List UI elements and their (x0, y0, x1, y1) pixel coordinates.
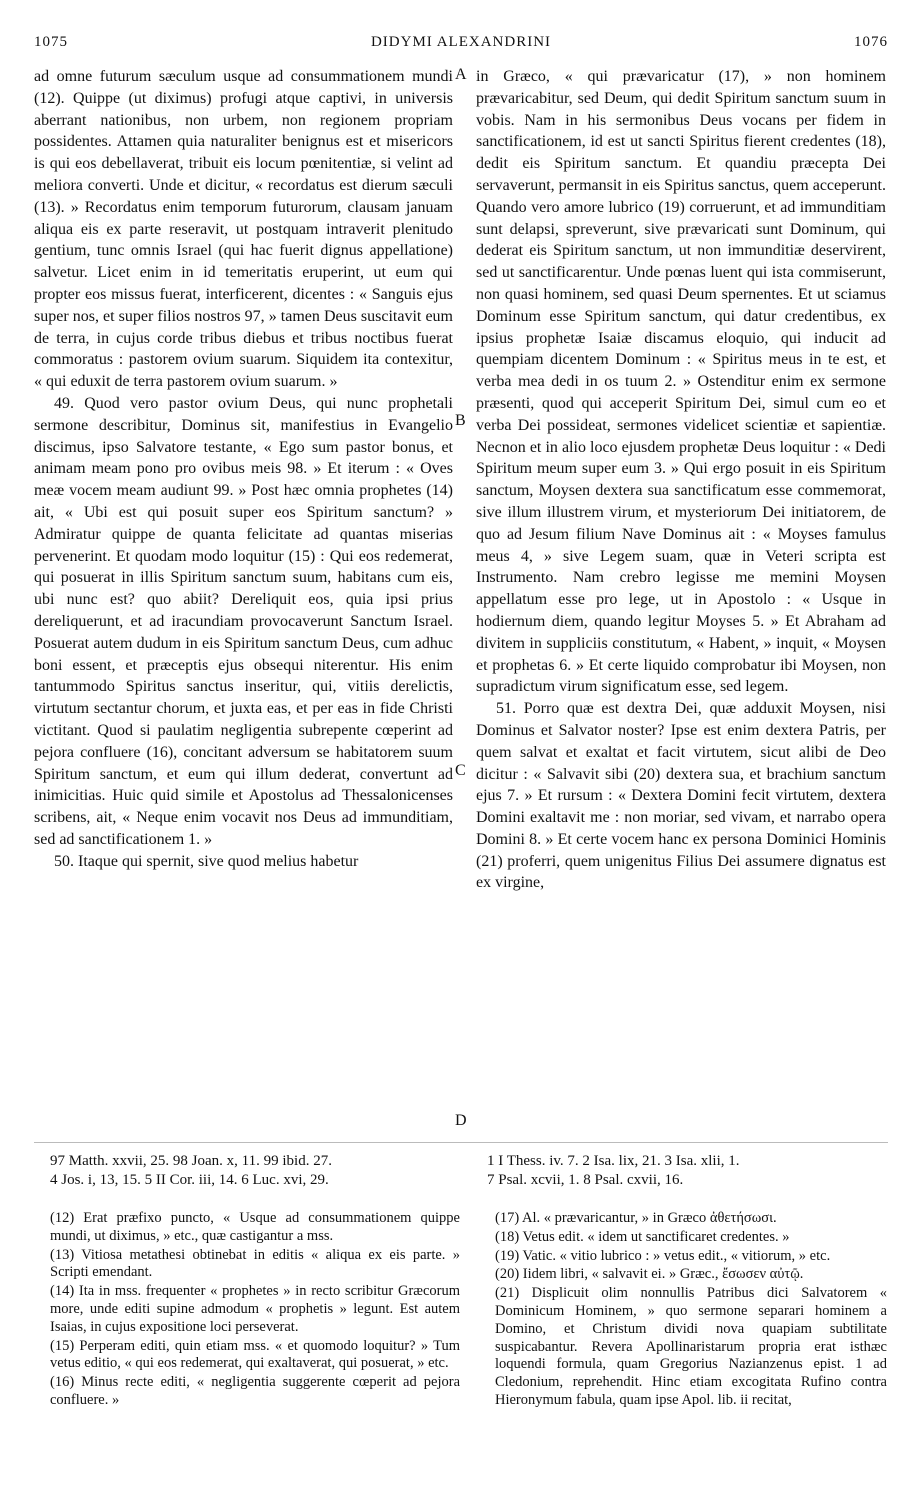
note: (16) Minus recte editi, « negligentia suggerente cœperit ad pejora confluere. » (50, 1374, 460, 1408)
margin-marker-d: D (455, 1112, 467, 1129)
footnote-line: 1 I Thess. iv. 7. 2 Isa. lix, 21. 3 Isa. xlii, 1. (487, 1153, 740, 1169)
note: (17) Al. « prævaricantur, » in Græco ἀθετήσωσι. (495, 1210, 777, 1226)
left-column (34, 66, 453, 872)
running-header (34, 34, 888, 58)
page-number-right: 1076 (854, 34, 888, 50)
margin-marker-c: C (455, 762, 466, 779)
paragraph: 51. Porro quæ est dextra Dei, quæ adduxit Moysen, nisi Dominus et Salvator noster? Ipse est enim dextera Patris, per quem salvat et exaltat et facit virtutem, sicut alibi de Deo dicitur : « Salvavit sibi (20) dextera sua, et brachium sanctum ejus 7. » Et rursum : « Dextera Domini fecit virtutem, dextera Domini exaltavit me : non moriar, sed vivam, et narrabo opera Domini 8. » Et certe vocem hanc ex persona Dominici Hominis (21) proferri, quem unigenitus Filius Dei assumere dignatus est ex virgine, (476, 700, 886, 892)
scripture-footnotes-left (50, 1152, 460, 1190)
scripture-footnotes-right (487, 1152, 887, 1190)
paragraph: 49. Quod vero pastor ovium Deus, qui nunc prophetali sermone describitur, Dominus sit, manifestius in Evangelio discimus, ipso Salvatore testante, « Ego sum pastor bonus, et animam meam pono pro ovibus meis 98. » Et iterum : « Oves meæ vocem meam audiunt 99. » Post hæc omnia prophetes (14) ait, « Ubi est qui posuit super eos Spiritum sanctum? » Admiratur quippe de quanta felicitate ad quantas miserias pervenerint. Et quodam modo loquitur (15) : Qui eos redemerat, qui posuerat in illis Spiritum sanctum suum, habitans cum eis, ubi nunc est? quo abiit? Dereliquit eos, quia ipsi prius dereliquerunt, et ad iracundiam provocaverunt Sanctum Israel. Posuerat autem dudum in eis Spiritum sanctum Deus, cum adhuc boni essent, et præceptis ejus obsequi niterentur. His enim tantummodo Spiritus sanctus inseritur, qui, vitiis derelictis, virtutum sectantur chorum, et juxta eas, et per eas in fide Christi victitant. Quod si paulatim negligentia subrepente cœperint ad pejora confluere (16), concitant adversum se habitatorem suum Spiritum sanctum, et eum qui illum dederat, convertunt ad inimicitias. Huic quid simile et Apostolus ad Thessalonicenses scribens, ait, « Neque enim vocavit nos Deus ad immunditiam, sed ad sanctificationem 1. » (34, 394, 453, 848)
note: (18) Vetus edit. « idem ut sanctificaret credentes. » (495, 1228, 790, 1245)
right-column (476, 66, 886, 894)
paragraph: ad omne futurum sæculum usque ad consummationem mundi (12). Quippe (ut diximus) profugi atque captivi, in universis aberrant nationibus, non urbem, non regionem propriam possidentes. Attamen quia naturaliter benignus est et misericors is qui eos debellaverat, tribuit eis locum pœnitentiæ, si velint ad meliora converti. Unde et dicitur, « recordatus est dierum sæculi (13). » Recordatus enim temporum futurorum, clausam januam aliqua eis ex parte reseravit, ut postquam intraverit plenitudo gentium, tunc omnis Israel (qui hac fuerit dignus appellatione) salvetur. Licet enim in id temeritatis eruperint, ut eum qui propter eos missus fuerat, interficerent, dicentes : « Sanguis ejus super nos, et super filios nostros 97, » tamen Deus suscitavit eum de terra, in cujus corde tribus diebus et tribus noctibus fuerat commoratus : pastorem ovium suarum. Siquidem ita contexitur, « qui eduxit de terra pastorem ovium suarum. » (34, 68, 453, 391)
note: (21) Displicuit olim nonnullis Patribus dici Salvatorem « Dominicum Hominem, » quo sermone separari hominem a Domino, et Christum dividi nova quapiam subtilitate suspicabantur. Revera Apollinaristarum propria erat isthæc loquendi formula, quam Gregorius Nazianzenus epist. 1 ad Cledonium, reprehendit. Hinc etiam excogitata Rufino contra Hieronymum fabula, quam ipse Apol. lib. ii recitat, (495, 1285, 887, 1408)
editorial-notes-left (50, 1210, 460, 1411)
editorial-notes-right (495, 1210, 887, 1411)
note: (12) Erat præfixo puncto, « Usque ad consummationem quippe mundi, ut diximus, » etc., quæ castigantur a mss. (50, 1210, 460, 1244)
footnote-divider (34, 1142, 888, 1143)
note: (14) Ita in mss. frequenter « prophetes » in recto scribitur Græcorum more, unde editi supine admodum « prophetis » legunt. Est autem Isaias, in cujus expositione loci perseverat. (50, 1283, 460, 1335)
note: (15) Perperam editi, quin etiam mss. « et quomodo loquitur? » Tum vetus editio, « qui eos redemerat, qui exaltaverat, qui posuerat, » etc. (50, 1337, 460, 1372)
footnote-line: 4 Jos. i, 13, 15. 5 II Cor. iii, 14. 6 Luc. xvi, 29. (50, 1172, 329, 1188)
paragraph: 50. Itaque qui spernit, sive quod melius habetur (54, 852, 359, 870)
paragraph: in Græco, « qui prævaricatur (17), » non hominem prævaricabitur, sed Deum, qui dedit Spiritum sanctum suum in vobis. Nam in his sermonibus Deus vocans per fidem in sanctificationem, id est ut sancti Spiritus fierent credentes (18), dedit eis Spiritum sanctum. Et quandiu præcepta Dei servaverunt, permansit in eis Spiritus sanctus, quem acceperunt. Quando vero amore lubrico (19) corruerunt, et ad immunditiam sunt delapsi, spreverunt, sive prævaricati sunt Dominum, qui dederat eis Spiritum sanctum, ut non immunditiæ deservirent, sed ut sanctificarentur. Unde pœnas luent qui ista commiserunt, non quasi hominem, sed quasi Deum spernentes. Et ut sciamus Dominum esse Spiritum sanctum, qui datur credentibus, ex ipsius prophetæ Isaiæ discamus eloquio, qui inducit ad quempiam dicentem Dominum : « Spiritus meus in te est, et verba mea dedi in os tuum 2. » Ostenditur enim ex sermone præsenti, quod qui acceperit Spiritum Dei, simul cum eo et verba Dei possideat, sermones videlicet scientiæ et sapientiæ. Necnon et in alio loco ejusdem prophetæ Deus loquitur : « Dedi Spiritum meum super eum 3. » Qui ergo posuit in eis Spiritum sanctum, Moysen dextera sua sanctificatum esse commemorat, sive illum illustrem virum, et mysteriorum Dei initiatorem, de quo ad Jesum filium Nave Dominus ait : « Moyses famulus meus 4, » sive Legem suam, quæ in Veteri scripta est Instrumento. Nam crebro legisse me memini Moysen appellatum esse pro lege, ut in Apostolo : « Usque in hodiernum diem, quando legitur Moyses 5. » Et Abraham ad divitem in suppliciis constitutum, « Habent, » inquit, « Moysen et prophetas 6. » Et certe liquido comprobatur ibi Moysen, non supradictum virum significatum esse, sed legem. (476, 68, 886, 696)
note: (20) Iidem libri, « salvavit ei. » Græc., ἔσωσεν αὐτῷ. (495, 1266, 804, 1283)
footnote-line: 97 Matth. xxvii, 25. 98 Joan. x, 11. 99 ibid. 27. (50, 1153, 332, 1169)
margin-marker-b: B (455, 412, 466, 429)
page-number-left: 1075 (34, 34, 68, 50)
note: (19) Vatic. « vitio lubrico : » vetus edit., « vitiorum, » etc. (495, 1247, 831, 1264)
running-title: DIDYMI ALEXANDRINI (370, 34, 552, 50)
note: (13) Vitiosa metathesi obtinebat in editis « aliqua ex eis parte. » Scripti emendant. (50, 1246, 460, 1281)
footnote-line: 7 Psal. xcvii, 1. 8 Psal. cxvii, 16. (487, 1172, 684, 1188)
margin-marker-a: A (455, 66, 467, 83)
